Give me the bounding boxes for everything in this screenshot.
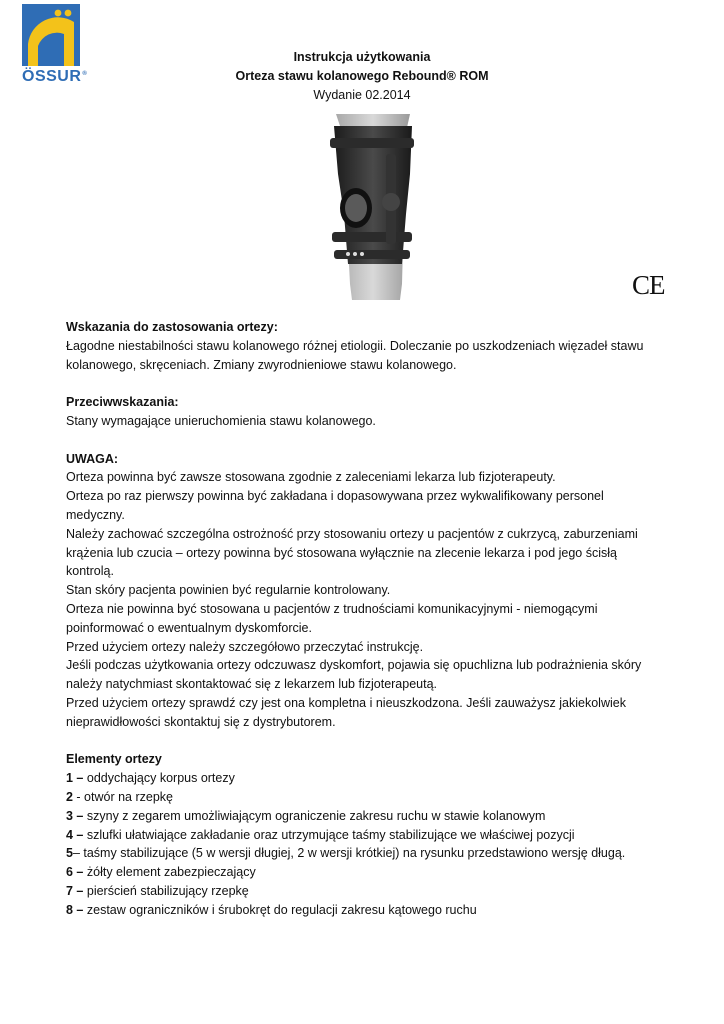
- element-item: [66, 882, 666, 901]
- element-text: szyny z zegarem umożliwiającym ograniczenie zakresu ruchu w stawie kolanowym: [83, 808, 546, 823]
- element-key: 7 –: [66, 883, 84, 898]
- contraindications-title: Przeciwwskazania:: [66, 395, 179, 410]
- document-header: [0, 48, 724, 105]
- element-item: [66, 901, 666, 920]
- indications-line: Łagodne niestabilności stawu kolanowego różnej etiologii. Doleczanie po uszkodzeniach więzadeł stawu: [66, 338, 644, 353]
- knee-brace-image: [322, 114, 422, 300]
- indications-line: kolanowego, skręceniach. Zmiany zwyrodnieniowe stawu kolanowego.: [66, 357, 457, 372]
- element-key: 5: [66, 846, 73, 861]
- doc-title: Instrukcja użytkowania: [293, 50, 431, 64]
- warning-line: Orteza po raz pierwszy powinna być zakładana i dopasowywana przez wykwalifikowany personel medyczny.: [66, 489, 604, 522]
- element-key: 6 –: [66, 865, 84, 880]
- warning-line: Przed użyciem ortezy należy szczegółowo przeczytać instrukcję.: [66, 639, 424, 654]
- element-item: [66, 826, 666, 845]
- element-item: [66, 788, 666, 807]
- element-text: żółty element zabezpieczający: [83, 865, 256, 880]
- document-body: [66, 318, 666, 920]
- contraindications-line: Stany wymagające unieruchomienia stawu kolanowego.: [66, 413, 376, 428]
- warning-line: Przed użyciem ortezy sprawdź czy jest ona kompletna i nieuszkodzona. Jeśli zauważysz jakiekolwiek: [66, 695, 626, 710]
- edition: Wydanie 02.2014: [313, 88, 411, 102]
- elements-title: Elementy ortezy: [66, 752, 162, 767]
- warning-line: Orteza powinna być zawsze stosowana zgodnie z zaleceniami lekarza lub fizjoterapeuty.: [66, 470, 556, 485]
- element-item: [66, 807, 666, 826]
- element-key: 8 –: [66, 902, 84, 917]
- element-key: 1 –: [66, 771, 84, 786]
- warning-line: należy natychmiast skontaktować się z lekarzem lub fizjoterapeutą.: [66, 677, 438, 692]
- element-text: - otwór na rzepkę: [72, 789, 173, 804]
- element-text: pierścień stabilizujący rzepkę: [83, 883, 249, 898]
- element-item: [66, 769, 666, 788]
- warning-line: Stan skóry pacjenta powinien być regularnie kontrolowany.: [66, 583, 391, 598]
- logo-wordmark: ÖSSUR®: [22, 68, 88, 85]
- warning-line: nieprawidłowości skontaktuj się z dystrybutorem.: [66, 714, 336, 729]
- element-text: szlufki ułatwiające zakładanie oraz utrzymujące taśmy stabilizujące we właściwej pozycji: [83, 827, 575, 842]
- element-text: zestaw ograniczników i śrubokręt do regulacji zakresu kątowego ruchu: [83, 902, 477, 917]
- element-item: [66, 863, 666, 882]
- warning-line: Należy zachować szczególna ostrożność przy stosowaniu ortezy u pacjentów z cukrzycą, zaburzeniami: [66, 526, 638, 541]
- element-key: 4 –: [66, 827, 84, 842]
- product-name: Orteza stawu kolanowego Rebound® ROM: [235, 69, 489, 83]
- warning-line: krążenia lub czucia – ortezy powinna być stosowana wyłącznie na zlecenie lekarza i pod jego ścisłą kontrolą.: [66, 545, 617, 579]
- indications-title: Wskazania do zastosowania ortezy:: [66, 320, 278, 334]
- warning-title: UWAGA:: [66, 451, 119, 466]
- warning-line: Jeśli podczas użytkowania ortezy odczuwasz dyskomfort, pojawia się opuchlizna lub podrażnienia skóry: [66, 658, 642, 673]
- element-item: [66, 844, 666, 863]
- warning-line: Orteza nie powinna być stosowana u pacjentów z trudnościami komunikacyjnymi - niemogącymi: [66, 601, 598, 616]
- element-key: 2: [66, 789, 73, 804]
- ce-mark: CE: [632, 270, 665, 300]
- element-key: 3 –: [66, 808, 84, 823]
- warning-line: poinformować o ewentualnym dyskomforcie.: [66, 620, 312, 635]
- element-text: – taśmy stabilizujące (5 w wersji długiej, 2 w wersji krótkiej) na rysunku przedstawiono wersję długą.: [72, 846, 626, 861]
- element-text: oddychający korpus ortezy: [83, 771, 235, 786]
